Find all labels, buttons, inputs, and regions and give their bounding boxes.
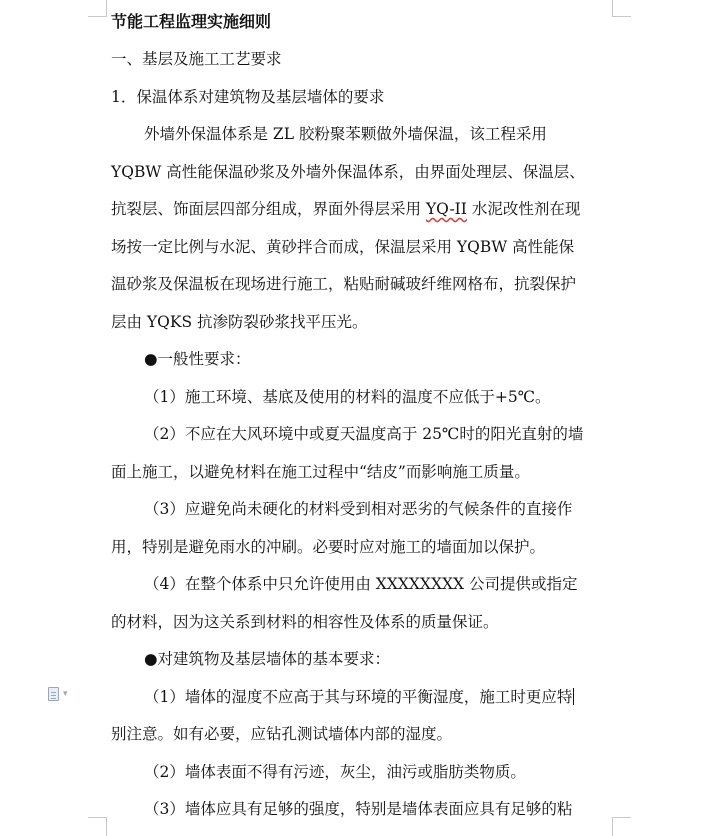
list-item-continuation: 面上施工，以避免材料在施工过程中“结皮”而影响施工质量。 [111,463,530,481]
text-cursor [573,688,574,705]
crop-mark-top-right [612,0,631,17]
document-title: 节能工程监理实施细则 [111,12,272,31]
list-item [111,687,644,707]
crop-mark-top-left [88,0,107,17]
list-item: （3）墙体应具有足够的强度，特别是墙体表面应具有足够的粘 [144,800,573,818]
paragraph-options-button[interactable] [48,686,78,702]
bullet-heading-basic: ●对建筑物及基层墙体的基本要求： [144,650,391,668]
bullet-heading-general: ●一般性要求： [144,350,251,368]
list-item-continuation: 的材料，因为这关系到材料的相容性及体系的质量保证。 [111,613,499,631]
list-item: （4）在整个体系中只允许使用由 XXXXXXXX 公司提供或指定 [144,575,578,593]
paragraph-line: 外墙外保温体系是 ZL 胶粉聚苯颗做外墙保温，该工程采用 [144,125,547,143]
paragraph-line: 温砂浆及保温板在现场进行施工，粘贴耐碱玻纤维网格布，抗裂保护 [111,275,577,293]
list-item-text: （1）墙体的湿度不应高于其与环境的平衡湿度，施工时更应特 [144,688,573,706]
paragraph-line: 层由 YQKS 抗渗防裂砂浆找平压光。 [111,313,368,331]
list-item: （3）应避免尚未硬化的材料受到相对恶劣的气候条件的直接作 [144,500,573,518]
paragraph-text: 抗裂层、饰面层四部分组成，界面外得层采用 [111,200,426,218]
list-item: （2）不应在大风环境中或夏天温度高于 25℃时的阳光直射的墙 [144,425,584,443]
list-item: （2）墙体表面不得有污迹，灰尘，油污或脂肪类物质。 [144,763,526,781]
section-heading: 一、基层及施工工艺要求 [111,50,282,68]
document-icon [48,687,59,701]
crop-mark-bottom-right [612,817,631,836]
paragraph-line: YQBW 高性能保温砂浆及外墙外保温体系，由界面处理层、保温层、 [111,163,585,181]
list-item-continuation: 别注意。如有必要，应钻孔测试墙体内部的湿度。 [111,725,453,743]
chevron-down-icon: ▾ [63,689,68,699]
paragraph-line [111,199,611,219]
subsection-heading: 1．保温体系对建筑物及基层墙体的要求 [111,88,385,106]
paragraph-text: 水泥改性剂在现 [466,200,581,218]
list-item-continuation: 用，特别是避免雨水的冲刷。必要时应对施工的墙面加以保护。 [111,538,546,556]
paragraph-line: 场按一定比例与水泥、黄砂拌合而成，保温层采用 YQBW 高性能保 [111,238,575,256]
list-item: （1）施工环境、基底及使用的材料的温度不应低于+5℃。 [144,388,551,406]
crop-mark-bottom-left [88,817,107,836]
spellcheck-term: YQ-II [425,200,467,218]
